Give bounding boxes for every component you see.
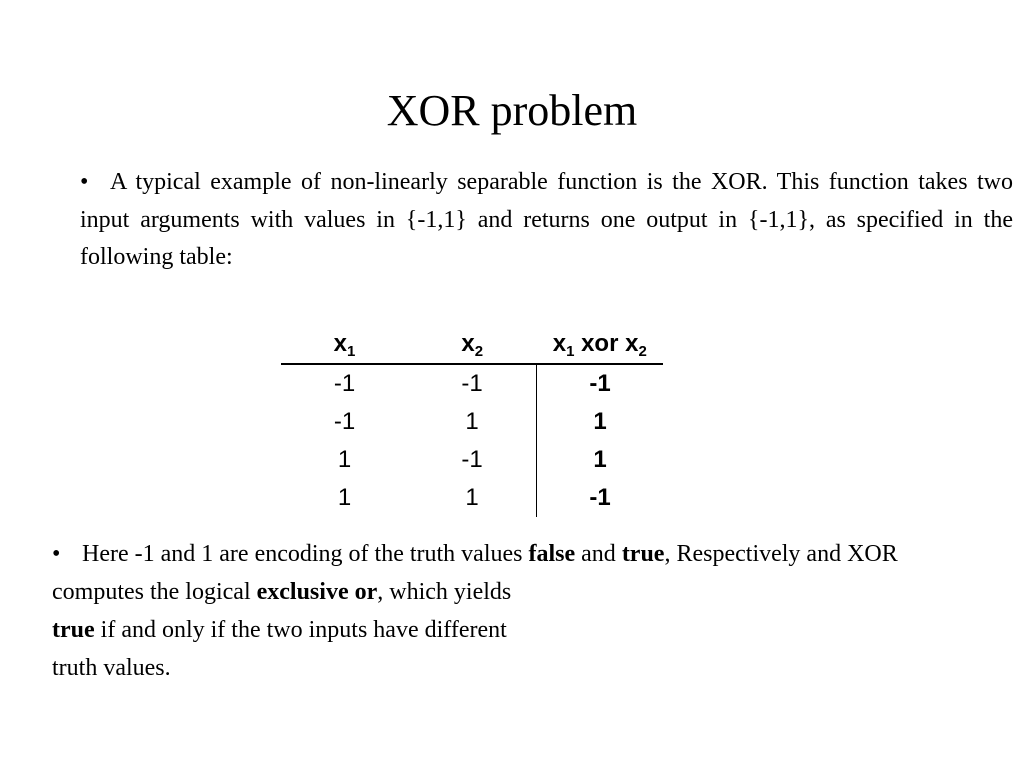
- header-xor: [537, 325, 664, 364]
- table-header-row: [281, 325, 663, 364]
- explanation-text-6: truth values.: [52, 655, 171, 681]
- cell-xor: 1: [537, 403, 664, 441]
- cell-x2: -1: [461, 370, 483, 397]
- keyword-true: true: [621, 541, 665, 567]
- keyword-true-2: true: [52, 617, 95, 643]
- header-xor-sub2: 2: [638, 343, 647, 360]
- table-row: [281, 479, 663, 517]
- cell-x1: -1: [333, 408, 356, 435]
- cell-x1: 1: [337, 484, 352, 511]
- bullet-2: •: [52, 541, 61, 567]
- explanation-text-3: , Respectively and XOR computes the logical: [52, 541, 898, 605]
- table-row: [281, 403, 663, 441]
- cell-xor: 1: [537, 441, 664, 479]
- intro-text: A typical example of non-linearly separable function is the XOR. This function takes two input arguments with values in {-1,1} and returns one output in {-1,1}, as specified in the following table:: [80, 169, 1013, 270]
- explanation-paragraph: [52, 535, 992, 687]
- bullet-1: •: [80, 169, 89, 195]
- header-x2-sub: 2: [474, 343, 484, 360]
- cell-x2: 1: [465, 484, 479, 511]
- header-x1: [281, 325, 408, 364]
- cell-x2: 1: [465, 408, 479, 435]
- cell-x1: 1: [337, 446, 352, 473]
- keyword-exclusive-or: exclusive or: [256, 579, 378, 605]
- explanation-text-1: Here -1 and 1 are encoding of the truth values: [82, 541, 529, 567]
- keyword-false: false: [528, 541, 576, 567]
- header-x1-var: x: [333, 330, 347, 357]
- header-xor-sub1: 1: [566, 343, 575, 360]
- explanation-text-4: , which yields: [377, 579, 512, 605]
- cell-x2: -1: [461, 446, 483, 473]
- cell-x1: -1: [333, 370, 356, 397]
- header-xor-op: xor: [574, 330, 626, 357]
- header-xor-var2: x: [625, 330, 639, 357]
- table-row: [281, 364, 663, 403]
- header-x2: [408, 325, 537, 364]
- cell-xor: -1: [537, 364, 664, 403]
- slide-title: XOR problem: [386, 86, 638, 135]
- header-x2-var: x: [461, 330, 475, 357]
- xor-truth-table: [281, 325, 663, 517]
- header-x1-sub: 1: [347, 343, 356, 360]
- cell-xor: -1: [537, 479, 664, 517]
- explanation-text-5: if and only if the two inputs have different: [94, 617, 507, 643]
- explanation-text-2: and: [575, 541, 622, 567]
- header-xor-var1: x: [552, 330, 567, 357]
- intro-paragraph: [80, 164, 1013, 277]
- table-row: [281, 441, 663, 479]
